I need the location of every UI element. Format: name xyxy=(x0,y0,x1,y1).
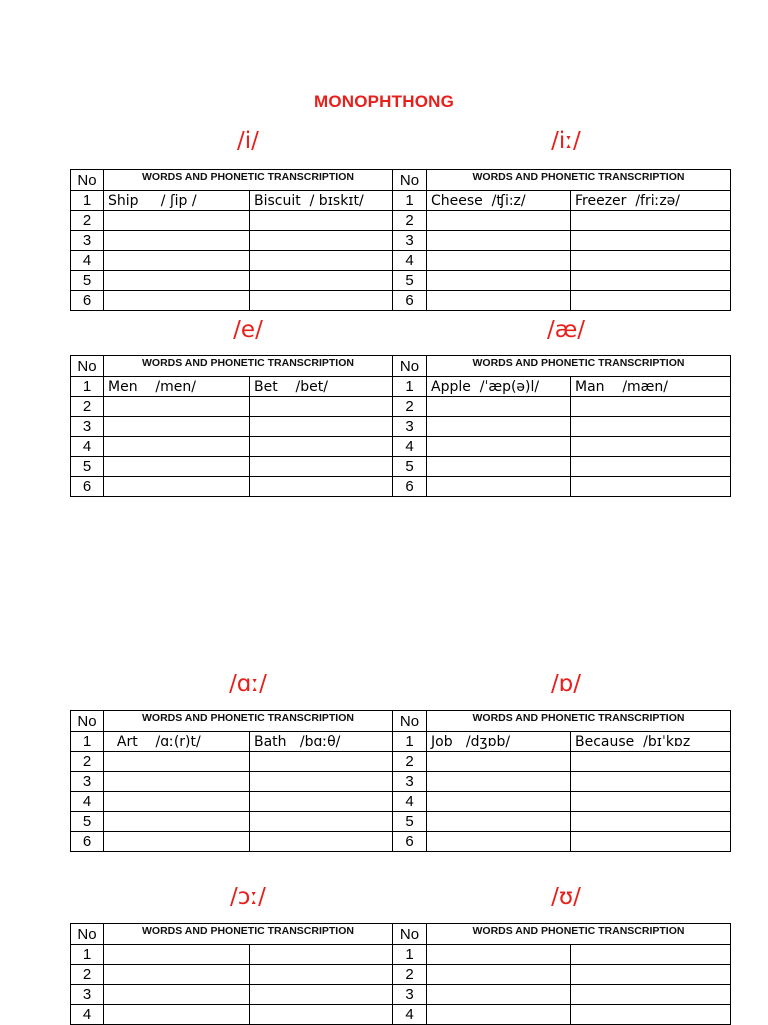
word-cell xyxy=(427,211,571,231)
word-cell xyxy=(427,772,571,792)
phoneme-heading-right: /ʊ/ xyxy=(551,884,581,910)
word-cell xyxy=(104,251,250,271)
word-cell xyxy=(571,945,731,965)
word-cell xyxy=(427,271,571,291)
table-row xyxy=(71,965,731,985)
row-number: 6 xyxy=(393,832,427,852)
row-number: 4 xyxy=(393,792,427,812)
row-number: 4 xyxy=(71,437,104,457)
header-no: No xyxy=(71,356,104,377)
row-number: 4 xyxy=(393,437,427,457)
word-cell: Freezer /friːzə/ xyxy=(571,191,731,211)
word-cell xyxy=(571,271,731,291)
word-cell xyxy=(427,1005,571,1025)
table-row xyxy=(71,752,731,772)
word-cell xyxy=(250,985,393,1005)
word-cell xyxy=(427,752,571,772)
header-no: No xyxy=(71,711,104,732)
header-no: No xyxy=(71,924,104,945)
word-cell xyxy=(104,772,250,792)
word-cell xyxy=(427,945,571,965)
phoneme-heading-right: /iː/ xyxy=(551,128,581,154)
row-number: 6 xyxy=(71,832,104,852)
word-cell xyxy=(250,477,393,497)
row-number: 1 xyxy=(71,732,104,752)
row-number: 4 xyxy=(393,251,427,271)
word-cell xyxy=(104,211,250,231)
header-no: No xyxy=(393,170,427,191)
word-cell xyxy=(427,397,571,417)
word-cell xyxy=(104,812,250,832)
header-no: No xyxy=(71,170,104,191)
table-row xyxy=(71,457,731,477)
word-cell xyxy=(427,792,571,812)
word-cell xyxy=(571,965,731,985)
row-number: 4 xyxy=(71,792,104,812)
word-cell xyxy=(427,965,571,985)
row-number: 3 xyxy=(393,985,427,1005)
word-cell xyxy=(104,231,250,251)
row-number: 3 xyxy=(71,417,104,437)
word-cell xyxy=(427,437,571,457)
row-number: 2 xyxy=(71,752,104,772)
header-words: WORDS AND PHONETIC TRANSCRIPTION xyxy=(427,711,731,732)
row-number: 4 xyxy=(71,251,104,271)
word-cell xyxy=(571,457,731,477)
word-cell xyxy=(427,832,571,852)
header-words: WORDS AND PHONETIC TRANSCRIPTION xyxy=(104,924,393,945)
word-cell: Apple /ˈæp(ə)l/ xyxy=(427,377,571,397)
table-row xyxy=(71,291,731,311)
word-cell xyxy=(104,477,250,497)
row-number: 6 xyxy=(393,291,427,311)
row-number: 1 xyxy=(71,945,104,965)
word-cell xyxy=(250,397,393,417)
row-number: 6 xyxy=(393,477,427,497)
word-cell xyxy=(250,752,393,772)
transcription-table xyxy=(70,355,731,497)
header-no: No xyxy=(393,356,427,377)
word-cell xyxy=(104,397,250,417)
word-cell xyxy=(250,945,393,965)
transcription-table xyxy=(70,923,731,1025)
table-row xyxy=(71,437,731,457)
phoneme-heading-left: /i/ xyxy=(237,128,259,154)
word-cell xyxy=(250,251,393,271)
word-cell: Men /men/ xyxy=(104,377,250,397)
row-number: 1 xyxy=(393,191,427,211)
table-row xyxy=(71,1005,731,1025)
word-cell: Biscuit / bɪskɪt/ xyxy=(250,191,393,211)
row-number: 2 xyxy=(393,397,427,417)
word-cell xyxy=(571,812,731,832)
row-number: 5 xyxy=(393,812,427,832)
word-cell xyxy=(250,417,393,437)
word-cell xyxy=(250,211,393,231)
header-words: WORDS AND PHONETIC TRANSCRIPTION xyxy=(104,711,393,732)
word-cell xyxy=(250,812,393,832)
word-cell xyxy=(427,477,571,497)
row-number: 1 xyxy=(71,377,104,397)
word-cell xyxy=(104,965,250,985)
word-cell xyxy=(427,985,571,1005)
row-number: 2 xyxy=(393,752,427,772)
word-cell xyxy=(427,231,571,251)
row-number: 5 xyxy=(393,457,427,477)
word-cell xyxy=(427,417,571,437)
row-number: 5 xyxy=(393,271,427,291)
word-cell xyxy=(427,812,571,832)
word-cell xyxy=(250,291,393,311)
word-cell xyxy=(104,417,250,437)
word-cell xyxy=(571,291,731,311)
word-cell xyxy=(250,437,393,457)
word-cell xyxy=(104,437,250,457)
word-cell: Cheese /ʧi:z/ xyxy=(427,191,571,211)
table-row xyxy=(71,191,731,211)
phoneme-heading-right: /ɒ/ xyxy=(550,671,582,697)
table-row xyxy=(71,417,731,437)
word-cell xyxy=(250,1005,393,1025)
page-title: MONOPHTHONG xyxy=(313,92,455,111)
word-cell: Art /ɑː(r)t/ xyxy=(104,732,250,752)
row-number: 3 xyxy=(71,772,104,792)
table-header-row xyxy=(71,170,731,191)
row-number: 2 xyxy=(393,965,427,985)
word-cell: Bet /bet/ xyxy=(250,377,393,397)
table-row xyxy=(71,732,731,752)
word-cell xyxy=(571,397,731,417)
header-words: WORDS AND PHONETIC TRANSCRIPTION xyxy=(104,356,393,377)
word-cell xyxy=(104,291,250,311)
row-number: 3 xyxy=(393,231,427,251)
row-number: 5 xyxy=(71,457,104,477)
word-cell: Bath /bɑːθ/ xyxy=(250,732,393,752)
word-cell xyxy=(571,752,731,772)
word-cell xyxy=(571,437,731,457)
word-cell xyxy=(427,291,571,311)
header-no: No xyxy=(393,711,427,732)
row-number: 3 xyxy=(71,985,104,1005)
phoneme-heading-right: /æ/ xyxy=(546,317,586,343)
word-cell: Ship / ʃip / xyxy=(104,191,250,211)
row-number: 2 xyxy=(71,397,104,417)
table-row xyxy=(71,945,731,965)
word-cell xyxy=(427,457,571,477)
table-header-row xyxy=(71,356,731,377)
word-cell xyxy=(104,457,250,477)
word-cell xyxy=(571,772,731,792)
row-number: 1 xyxy=(393,377,427,397)
word-cell xyxy=(250,271,393,291)
word-cell xyxy=(104,1005,250,1025)
row-number: 3 xyxy=(393,772,427,792)
word-cell: Because /bɪˈkɒz xyxy=(571,732,731,752)
word-cell xyxy=(571,231,731,251)
word-cell xyxy=(571,251,731,271)
table-header-row xyxy=(71,924,731,945)
table-row xyxy=(71,271,731,291)
word-cell xyxy=(427,251,571,271)
table-row xyxy=(71,985,731,1005)
row-number: 2 xyxy=(71,965,104,985)
row-number: 4 xyxy=(393,1005,427,1025)
table-row xyxy=(71,251,731,271)
table-header-row xyxy=(71,711,731,732)
row-number: 5 xyxy=(71,271,104,291)
row-number: 4 xyxy=(71,1005,104,1025)
word-cell xyxy=(104,985,250,1005)
word-cell xyxy=(571,985,731,1005)
phoneme-heading-left: /e/ xyxy=(233,317,263,343)
table-row xyxy=(71,832,731,852)
word-cell xyxy=(571,417,731,437)
word-cell xyxy=(250,231,393,251)
row-number: 3 xyxy=(71,231,104,251)
word-cell xyxy=(104,945,250,965)
header-words: WORDS AND PHONETIC TRANSCRIPTION xyxy=(427,170,731,191)
table-row xyxy=(71,812,731,832)
row-number: 1 xyxy=(393,732,427,752)
word-cell xyxy=(104,832,250,852)
word-cell xyxy=(250,772,393,792)
table-row xyxy=(71,477,731,497)
phoneme-heading-left: /ɑː/ xyxy=(229,671,267,697)
header-words: WORDS AND PHONETIC TRANSCRIPTION xyxy=(427,356,731,377)
row-number: 3 xyxy=(393,417,427,437)
word-cell: Job /dʒɒb/ xyxy=(427,732,571,752)
row-number: 6 xyxy=(71,477,104,497)
word-cell: Man /mæn/ xyxy=(571,377,731,397)
row-number: 1 xyxy=(393,945,427,965)
word-cell xyxy=(571,792,731,812)
row-number: 6 xyxy=(71,291,104,311)
table-row xyxy=(71,772,731,792)
row-number: 2 xyxy=(71,211,104,231)
header-no: No xyxy=(393,924,427,945)
word-cell xyxy=(571,211,731,231)
word-cell xyxy=(250,792,393,812)
word-cell xyxy=(104,271,250,291)
header-words: WORDS AND PHONETIC TRANSCRIPTION xyxy=(427,924,731,945)
row-number: 1 xyxy=(71,191,104,211)
table-row xyxy=(71,231,731,251)
transcription-table xyxy=(70,169,731,311)
word-cell xyxy=(571,832,731,852)
table-row xyxy=(71,211,731,231)
word-cell xyxy=(571,1005,731,1025)
table-row xyxy=(71,377,731,397)
word-cell xyxy=(571,477,731,497)
row-number: 5 xyxy=(71,812,104,832)
transcription-table xyxy=(70,710,731,852)
table-row xyxy=(71,397,731,417)
word-cell xyxy=(104,792,250,812)
word-cell xyxy=(250,832,393,852)
header-words: WORDS AND PHONETIC TRANSCRIPTION xyxy=(104,170,393,191)
word-cell xyxy=(104,752,250,772)
word-cell xyxy=(250,457,393,477)
row-number: 2 xyxy=(393,211,427,231)
table-row xyxy=(71,792,731,812)
word-cell xyxy=(250,965,393,985)
phoneme-heading-left: /ɔː/ xyxy=(230,884,266,910)
